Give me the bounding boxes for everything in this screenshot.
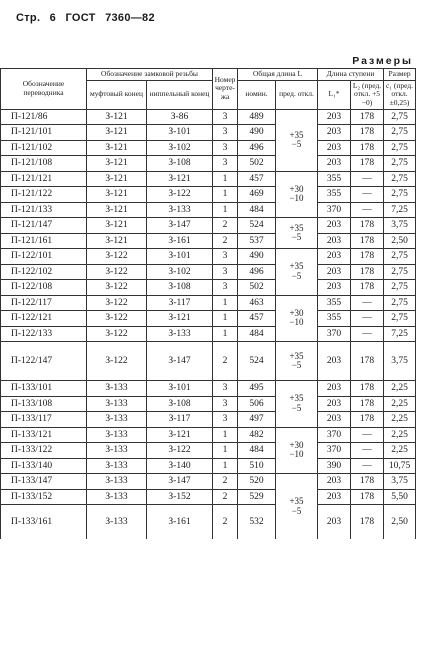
- cell-l2: —: [351, 427, 384, 443]
- tolerance-lower: −10: [289, 449, 304, 460]
- cell-nipple: З-101: [147, 381, 213, 397]
- cell-coupling: З-122: [87, 326, 147, 342]
- cell-code: П-121/161: [1, 233, 87, 249]
- tolerance-upper: +30: [289, 183, 304, 194]
- cell-drawing: 2: [213, 505, 238, 540]
- cell-code: П-133/121: [1, 427, 87, 443]
- header-tolerance: пред. откл.: [276, 80, 318, 109]
- cell-l2: 178: [351, 140, 384, 156]
- cell-c1: 2,75: [384, 280, 416, 296]
- table-row: [1, 140, 416, 156]
- cell-l1: 370: [318, 326, 351, 342]
- cell-coupling: З-133: [87, 412, 147, 428]
- cell-l2: 178: [351, 233, 384, 249]
- cell-coupling: З-122: [87, 311, 147, 327]
- table-row: [1, 109, 416, 125]
- cell-c1: 2,75: [384, 264, 416, 280]
- tolerance-lower: −5: [291, 402, 302, 413]
- cell-drawing: 3: [213, 125, 238, 141]
- cell-code: П-133/101: [1, 381, 87, 397]
- cell-nipple: З-147: [147, 474, 213, 490]
- cell-l2: 178: [351, 505, 384, 540]
- cell-nominal: 484: [238, 443, 276, 459]
- cell-drawing: 2: [213, 218, 238, 234]
- cell-tolerance: [276, 474, 318, 540]
- cell-l2: 178: [351, 381, 384, 397]
- cell-drawing: 3: [213, 381, 238, 397]
- cell-coupling: З-122: [87, 342, 147, 381]
- cell-l2: —: [351, 171, 384, 187]
- cell-coupling: З-121: [87, 171, 147, 187]
- cell-code: П-121/102: [1, 140, 87, 156]
- table-row: [1, 187, 416, 203]
- cell-c1: 2,25: [384, 381, 416, 397]
- table-row: [1, 474, 416, 490]
- table-row: [1, 342, 416, 381]
- page-label: Стр.: [16, 12, 41, 24]
- tolerance-lower: −5: [291, 360, 302, 370]
- cell-code: П-122/147: [1, 342, 87, 381]
- cell-l1: 203: [318, 474, 351, 490]
- cell-nominal: 537: [238, 233, 276, 249]
- cell-coupling: З-133: [87, 505, 147, 540]
- cell-l2: —: [351, 187, 384, 203]
- cell-l2: 178: [351, 396, 384, 412]
- cell-coupling: З-121: [87, 109, 147, 125]
- cell-nominal: 524: [238, 218, 276, 234]
- cell-coupling: З-121: [87, 125, 147, 141]
- table-row: [1, 381, 416, 397]
- cell-c1: 2,50: [384, 233, 416, 249]
- cell-l1: 203: [318, 140, 351, 156]
- cell-code: П-133/161: [1, 505, 87, 540]
- tolerance-upper: +35: [289, 129, 304, 140]
- cell-code: П-122/101: [1, 249, 87, 265]
- cell-drawing: 1: [213, 295, 238, 311]
- cell-l1: 203: [318, 489, 351, 505]
- cell-nominal: 524: [238, 342, 276, 381]
- cell-nipple: З-108: [147, 280, 213, 296]
- cell-coupling: З-121: [87, 187, 147, 203]
- cell-code: П-133/140: [1, 458, 87, 474]
- cell-coupling: З-133: [87, 427, 147, 443]
- cell-tolerance: [276, 171, 318, 218]
- cell-l1: 355: [318, 295, 351, 311]
- cell-nipple: З-121: [147, 171, 213, 187]
- cell-l2: 178: [351, 218, 384, 234]
- tolerance-lower: −5: [291, 232, 302, 242]
- tolerance-upper: +35: [289, 350, 304, 361]
- cell-nipple: З-102: [147, 140, 213, 156]
- cell-drawing: 3: [213, 156, 238, 172]
- tolerance-upper: +30: [289, 307, 304, 318]
- cell-l2: 178: [351, 264, 384, 280]
- cell-tolerance: [276, 218, 318, 249]
- cell-tolerance: [276, 427, 318, 474]
- cell-code: П-122/133: [1, 326, 87, 342]
- header-coupling-end: муфтовый конец: [87, 80, 147, 109]
- cell-nominal: 520: [238, 474, 276, 490]
- tolerance-upper: +35: [289, 261, 304, 272]
- cell-nipple: З-117: [147, 412, 213, 428]
- table-row: [1, 326, 416, 342]
- cell-l1: 203: [318, 264, 351, 280]
- cell-nipple: З-121: [147, 427, 213, 443]
- cell-nominal: 529: [238, 489, 276, 505]
- cell-c1: 2,75: [384, 125, 416, 141]
- table-row: [1, 295, 416, 311]
- cell-coupling: З-122: [87, 264, 147, 280]
- cell-c1: 2,75: [384, 187, 416, 203]
- cell-l2: 178: [351, 156, 384, 172]
- cell-code: П-133/147: [1, 474, 87, 490]
- cell-nominal: 490: [238, 125, 276, 141]
- cell-coupling: З-122: [87, 249, 147, 265]
- cell-coupling: З-122: [87, 295, 147, 311]
- cell-coupling: З-122: [87, 280, 147, 296]
- cell-l2: 178: [351, 109, 384, 125]
- cell-drawing: 2: [213, 233, 238, 249]
- tolerance-lower: −10: [289, 317, 304, 328]
- cell-coupling: З-121: [87, 140, 147, 156]
- cell-nipple: З-152: [147, 489, 213, 505]
- cell-drawing: 3: [213, 280, 238, 296]
- cell-nipple: З-108: [147, 396, 213, 412]
- cell-c1: 2,75: [384, 295, 416, 311]
- cell-l1: 203: [318, 249, 351, 265]
- tolerance-lower: −10: [289, 193, 304, 204]
- cell-l1: 203: [318, 125, 351, 141]
- cell-l1: 203: [318, 505, 351, 540]
- page-number: 6: [49, 12, 57, 24]
- table-row: [1, 218, 416, 234]
- cell-c1: 2,25: [384, 412, 416, 428]
- cell-c1: 3,75: [384, 474, 416, 490]
- cell-c1: 3,75: [384, 342, 416, 381]
- table-row: [1, 125, 416, 141]
- cell-drawing: 2: [213, 474, 238, 490]
- cell-nipple: З-140: [147, 458, 213, 474]
- cell-drawing: 3: [213, 396, 238, 412]
- cell-nipple: З-117: [147, 295, 213, 311]
- cell-l1: 370: [318, 427, 351, 443]
- cell-l2: —: [351, 458, 384, 474]
- cell-nominal: 496: [238, 264, 276, 280]
- cell-c1: 7,25: [384, 202, 416, 218]
- cell-l2: 178: [351, 125, 384, 141]
- tolerance-upper: +35: [289, 393, 304, 404]
- cell-nominal: 489: [238, 109, 276, 125]
- tolerance-upper: +35: [289, 222, 304, 233]
- header-drawing-no: Номер черте-жа: [213, 69, 238, 110]
- cell-code: П-122/121: [1, 311, 87, 327]
- table-row: [1, 264, 416, 280]
- cell-tolerance: [276, 295, 318, 342]
- section-title: Размеры: [352, 55, 413, 67]
- cell-l2: —: [351, 443, 384, 459]
- cell-l1: 203: [318, 156, 351, 172]
- cell-c1: 5,50: [384, 489, 416, 505]
- cell-code: П-122/102: [1, 264, 87, 280]
- standard-number: 7360—82: [105, 12, 155, 24]
- cell-drawing: 1: [213, 427, 238, 443]
- cell-l1: 390: [318, 458, 351, 474]
- cell-l2: 178: [351, 474, 384, 490]
- cell-coupling: З-133: [87, 458, 147, 474]
- cell-code: П-121/147: [1, 218, 87, 234]
- header-step-length: Длина ступени: [318, 69, 384, 81]
- table-row: [1, 311, 416, 327]
- cell-drawing: 1: [213, 187, 238, 203]
- header-thread-group: Обозначение замковой резьбы: [87, 69, 213, 81]
- cell-l1: 355: [318, 171, 351, 187]
- cell-nipple: З-122: [147, 443, 213, 459]
- header-nipple-end: ниппельный конец: [147, 80, 213, 109]
- header-l2: L₂ (пред. откл. +5 −0): [351, 80, 384, 109]
- cell-l1: 370: [318, 443, 351, 459]
- cell-c1: 2,75: [384, 171, 416, 187]
- cell-nominal: 482: [238, 427, 276, 443]
- cell-nominal: 497: [238, 412, 276, 428]
- table-row: [1, 233, 416, 249]
- cell-l2: —: [351, 202, 384, 218]
- cell-l1: 203: [318, 412, 351, 428]
- cell-code: П-133/122: [1, 443, 87, 459]
- cell-l1: 203: [318, 396, 351, 412]
- table-body: [1, 109, 416, 539]
- cell-drawing: 1: [213, 202, 238, 218]
- cell-nipple: З-101: [147, 125, 213, 141]
- cell-nipple: З-161: [147, 505, 213, 540]
- table-row: [1, 489, 416, 505]
- cell-nominal: 457: [238, 171, 276, 187]
- cell-l1: 355: [318, 187, 351, 203]
- cell-l1: 203: [318, 342, 351, 381]
- cell-nominal: 463: [238, 295, 276, 311]
- cell-drawing: 3: [213, 140, 238, 156]
- cell-code: П-133/108: [1, 396, 87, 412]
- cell-nipple: З-108: [147, 156, 213, 172]
- cell-l2: 178: [351, 342, 384, 381]
- cell-drawing: 1: [213, 443, 238, 459]
- table-row: [1, 280, 416, 296]
- cell-l2: 178: [351, 280, 384, 296]
- cell-nipple: З-121: [147, 311, 213, 327]
- cell-coupling: З-133: [87, 381, 147, 397]
- cell-nominal: 510: [238, 458, 276, 474]
- tolerance-upper: +35: [289, 496, 304, 507]
- header-nominal: номин.: [238, 80, 276, 109]
- page-header: [16, 12, 161, 24]
- cell-l1: 203: [318, 381, 351, 397]
- cell-nominal: 506: [238, 396, 276, 412]
- cell-nominal: 495: [238, 381, 276, 397]
- cell-coupling: З-121: [87, 202, 147, 218]
- cell-coupling: З-133: [87, 489, 147, 505]
- cell-drawing: 2: [213, 489, 238, 505]
- cell-nipple: З-122: [147, 187, 213, 203]
- cell-coupling: З-133: [87, 396, 147, 412]
- cell-nipple: З-102: [147, 264, 213, 280]
- table-row: [1, 249, 416, 265]
- cell-tolerance: [276, 381, 318, 428]
- cell-drawing: 2: [213, 342, 238, 381]
- cell-code: П-121/86: [1, 109, 87, 125]
- cell-c1: 2,75: [384, 249, 416, 265]
- cell-c1: 2,50: [384, 505, 416, 540]
- cell-nominal: 469: [238, 187, 276, 203]
- cell-l2: —: [351, 326, 384, 342]
- cell-c1: 3,75: [384, 218, 416, 234]
- cell-drawing: 3: [213, 109, 238, 125]
- table-row: [1, 458, 416, 474]
- cell-c1: 2,25: [384, 427, 416, 443]
- cell-tolerance: [276, 342, 318, 381]
- cell-c1: 2,75: [384, 311, 416, 327]
- cell-code: П-121/121: [1, 171, 87, 187]
- cell-drawing: 1: [213, 458, 238, 474]
- cell-code: П-121/101: [1, 125, 87, 141]
- cell-code: П-122/108: [1, 280, 87, 296]
- cell-c1: 2,25: [384, 443, 416, 459]
- cell-drawing: 1: [213, 326, 238, 342]
- table-row: [1, 396, 416, 412]
- standard-label: ГОСТ: [65, 12, 96, 24]
- header-adapter: Обозначение переводника: [1, 69, 87, 110]
- cell-tolerance: [276, 249, 318, 296]
- cell-l2: —: [351, 311, 384, 327]
- cell-code: П-121/108: [1, 156, 87, 172]
- cell-c1: 7,25: [384, 326, 416, 342]
- cell-coupling: З-121: [87, 156, 147, 172]
- header-total-length: Общая длина L: [238, 69, 318, 81]
- cell-l1: 370: [318, 202, 351, 218]
- cell-coupling: З-133: [87, 474, 147, 490]
- table-row: [1, 427, 416, 443]
- tolerance-lower: −5: [291, 139, 302, 149]
- cell-nominal: 502: [238, 280, 276, 296]
- cell-nipple: З-133: [147, 202, 213, 218]
- cell-nominal: 484: [238, 326, 276, 342]
- cell-coupling: З-133: [87, 443, 147, 459]
- cell-nipple: З-147: [147, 218, 213, 234]
- cell-code: П-133/152: [1, 489, 87, 505]
- cell-nominal: 457: [238, 311, 276, 327]
- cell-nominal: 496: [238, 140, 276, 156]
- table-row: [1, 156, 416, 172]
- table-row: [1, 171, 416, 187]
- cell-c1: 2,25: [384, 396, 416, 412]
- header-c1: c₁ (пред. откл. ±0,25): [384, 80, 416, 109]
- cell-nipple: З-86: [147, 109, 213, 125]
- cell-c1: 2,75: [384, 156, 416, 172]
- header-size: Размер: [384, 69, 416, 81]
- cell-l2: —: [351, 295, 384, 311]
- cell-l1: 355: [318, 311, 351, 327]
- header-l1: L₁*: [318, 80, 351, 109]
- cell-l2: 178: [351, 412, 384, 428]
- tolerance-lower: −5: [291, 270, 302, 281]
- cell-code: П-122/117: [1, 295, 87, 311]
- cell-l1: 203: [318, 109, 351, 125]
- cell-coupling: З-121: [87, 218, 147, 234]
- cell-c1: 2,75: [384, 109, 416, 125]
- cell-nipple: З-101: [147, 249, 213, 265]
- cell-drawing: 1: [213, 171, 238, 187]
- cell-nipple: З-147: [147, 342, 213, 381]
- table-row: [1, 505, 416, 540]
- tolerance-upper: +30: [289, 439, 304, 450]
- cell-nominal: 490: [238, 249, 276, 265]
- cell-nominal: 484: [238, 202, 276, 218]
- cell-coupling: З-121: [87, 233, 147, 249]
- cell-l1: 203: [318, 280, 351, 296]
- table-row: [1, 443, 416, 459]
- cell-c1: 2,75: [384, 140, 416, 156]
- cell-drawing: 3: [213, 264, 238, 280]
- cell-drawing: 3: [213, 249, 238, 265]
- cell-nipple: З-133: [147, 326, 213, 342]
- dimensions-table: [0, 68, 416, 539]
- cell-tolerance: [276, 109, 318, 171]
- table-row: [1, 202, 416, 218]
- cell-nominal: 502: [238, 156, 276, 172]
- cell-l1: 203: [318, 233, 351, 249]
- tolerance-lower: −5: [291, 505, 302, 516]
- cell-drawing: 1: [213, 311, 238, 327]
- cell-code: П-133/117: [1, 412, 87, 428]
- cell-code: П-121/122: [1, 187, 87, 203]
- cell-l1: 203: [318, 218, 351, 234]
- cell-code: П-121/133: [1, 202, 87, 218]
- cell-nipple: З-161: [147, 233, 213, 249]
- table-row: [1, 412, 416, 428]
- cell-l2: 178: [351, 249, 384, 265]
- cell-drawing: 3: [213, 412, 238, 428]
- cell-nominal: 532: [238, 505, 276, 540]
- cell-c1: 10,75: [384, 458, 416, 474]
- cell-l2: 178: [351, 489, 384, 505]
